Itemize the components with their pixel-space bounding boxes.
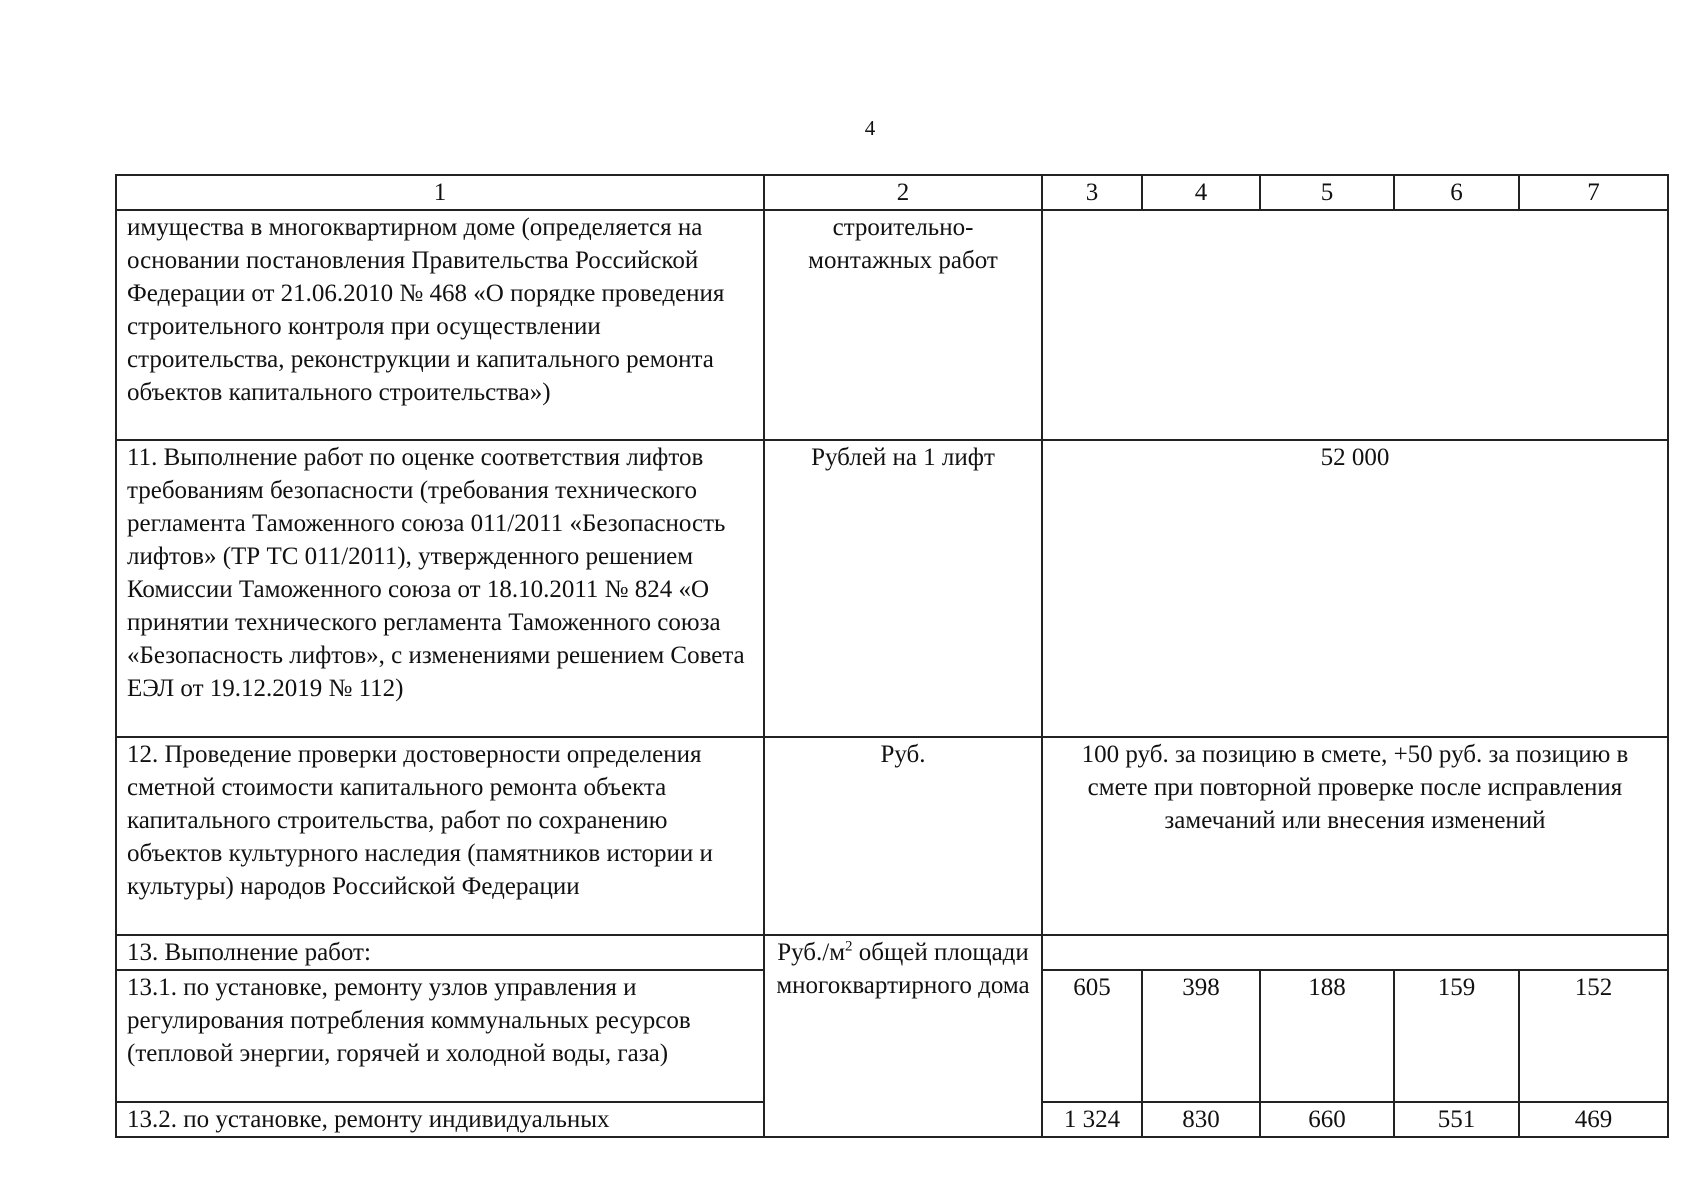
row-name-13-1: 13.1. по установке, ремонту узлов управления и регулирования потребления коммунальных ресурсов (тепловой энергии, горячей и холодной воды, газа) xyxy=(116,970,764,1102)
row-name-continued: имущества в многоквартирном доме (определяется на основании постановления Правительства Российской Федерации от 21.06.2010 № 468 «О порядке проведения строительного контроля при осуществлении строительства, реконструкции и капитального ремонта объектов капитального строительства») xyxy=(116,210,764,440)
unit-superscript: 2 xyxy=(845,938,853,955)
unit-rest: общей площади многоквартирного дома xyxy=(776,939,1030,999)
row-value-12: 100 руб. за позицию в смете, +50 руб. за позицию в смете при повторной проверке после исправления замечаний или внесения изменений xyxy=(1042,737,1668,935)
header-col-6: 6 xyxy=(1394,175,1519,210)
value-13-1-col-6: 159 xyxy=(1394,970,1519,1102)
value-13-1-col-3: 605 xyxy=(1042,970,1142,1102)
header-col-5: 5 xyxy=(1260,175,1394,210)
row-unit-12: Руб. xyxy=(764,737,1042,935)
table-row xyxy=(116,935,1668,970)
row-value-13 xyxy=(1042,935,1668,970)
table-row xyxy=(116,737,1668,935)
row-unit-11: Рублей на 1 лифт xyxy=(764,440,1042,737)
header-col-2: 2 xyxy=(764,175,1042,210)
value-13-2-col-5: 660 xyxy=(1260,1102,1394,1137)
header-col-7: 7 xyxy=(1519,175,1668,210)
row-unit-continued: строительно-монтажных работ xyxy=(764,210,1042,440)
row-name-12: 12. Проведение проверки достоверности определения сметной стоимости капитального ремонта объекта капитального строительства, работ по сохранению объектов культурного наследия (памятников истории и культуры) народов Российской Федерации xyxy=(116,737,764,935)
table-row xyxy=(116,440,1668,737)
row-value-continued xyxy=(1042,210,1668,440)
header-col-1: 1 xyxy=(116,175,764,210)
header-col-4: 4 xyxy=(1142,175,1260,210)
header-col-3: 3 xyxy=(1042,175,1142,210)
row-name-11: 11. Выполнение работ по оценке соответствия лифтов требованиям безопасности (требования технического регламента Таможенного союза 011/2011 «Безопасность лифтов» (ТР ТС 011/2011), утвержденного решением Комиссии Таможенного союза от 18.10.2011 № 824 «О принятии технического регламента Таможенного союза «Безопасность лифтов», с изменениями решением Совета ЕЭЛ от 19.12.2019 № 112) xyxy=(116,440,764,737)
value-13-1-col-4: 398 xyxy=(1142,970,1260,1102)
page-number: 4 xyxy=(864,116,876,140)
row-name-13-2: 13.2. по установке, ремонту индивидуальных xyxy=(116,1102,764,1137)
header-row xyxy=(116,175,1668,210)
table-row xyxy=(116,210,1668,440)
value-13-1-col-5: 188 xyxy=(1260,970,1394,1102)
rates-table xyxy=(115,174,1669,1138)
value-13-2-col-4: 830 xyxy=(1142,1102,1260,1137)
value-13-2-col-3: 1 324 xyxy=(1042,1102,1142,1137)
value-13-1-col-7: 152 xyxy=(1519,970,1668,1102)
value-13-2-col-6: 551 xyxy=(1394,1102,1519,1137)
row-unit-13 xyxy=(764,935,1042,1137)
unit-prefix: Руб./м xyxy=(777,939,846,966)
value-13-2-col-7: 469 xyxy=(1519,1102,1668,1137)
row-value-11: 52 000 xyxy=(1042,440,1668,737)
row-name-13: 13. Выполнение работ: xyxy=(116,935,764,970)
